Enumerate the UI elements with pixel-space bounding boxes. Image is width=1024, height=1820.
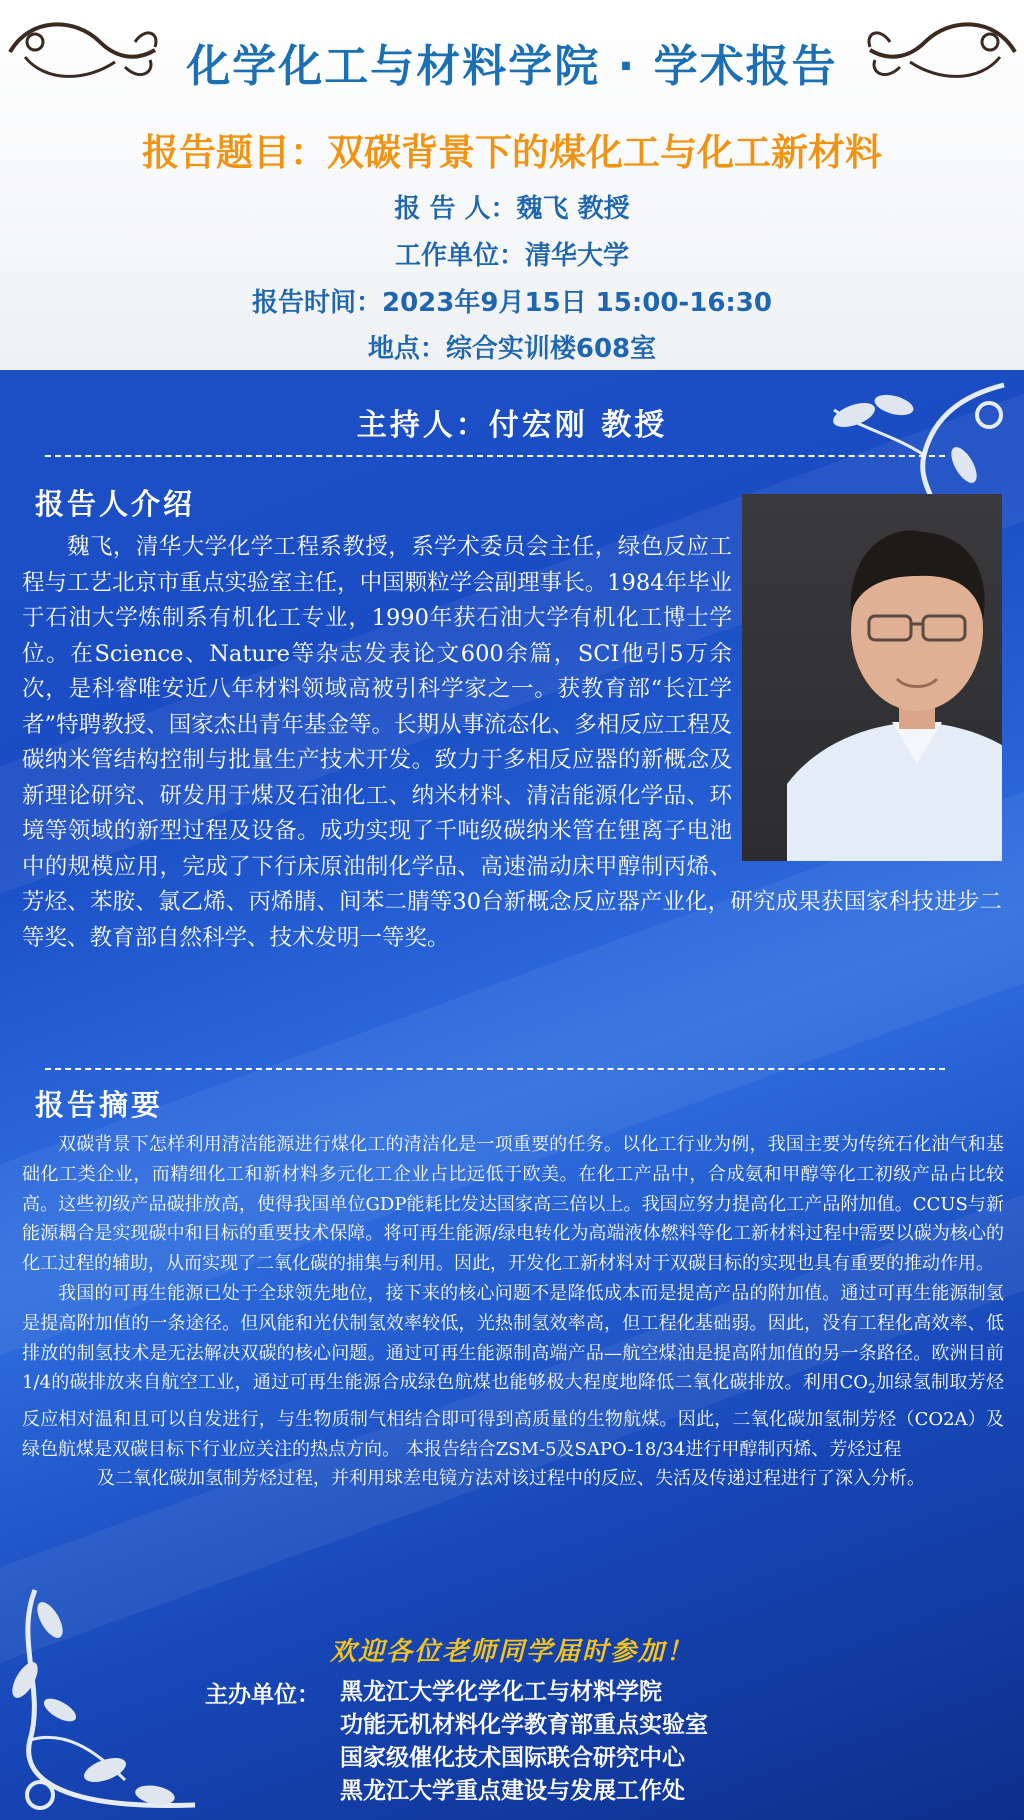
- abstract-paragraph: 双碳背景下怎样利用清洁能源进行煤化工的清洁化是一项重要的任务。以化工行业为例，我国主要为传统石化油气和基础化工类企业，而精细化工和新材料多元化工企业占比远低于欧美。在化工产品中，合成氨和甲醇等化工初级产品占比较高。这些初级产品碳排放高，使得我国单位GDP能耗比发达国家高三倍以上。我国应努力提高化工产品附加值。CCUS与新能源耦合是实现碳中和目标的重要技术保障。将可再生能源/绿电转化为高端液体燃料等化工新材料过程中需要以碳为核心的化工过程的辅助，从而实现了二氧化碳的捕集与利用。因此，开发化工新材料对于双碳目标的实现也具有重要的推动作用。: [22, 1134, 1004, 1275]
- bottom-left-floral-ornament-icon: [5, 1580, 205, 1820]
- divider: [45, 1068, 945, 1070]
- organizer-label: 主办单位：: [205, 1682, 320, 1708]
- organizer-list: [340, 1676, 708, 1808]
- abstract-paragraph: 及二氧化碳加氢制芳烃过程，并利用球差电镜方法对该过程中的反应、失活及传递过程进行了深入分析。: [97, 1468, 925, 1490]
- affiliation-line: 工作单位：清华大学: [394, 241, 629, 271]
- bio-text: 魏飞，清华大学化学工程系教授，系学术委员会主任，绿色反应工程与工艺北京市重点实验室主任，中国颗粒学会副理事长。1984年毕业于石油大学炼制系有机化工专业，1990年获石油大学有机化工博士学位。在Science、Nature等杂志发表论文600余篇，SCI他引5万余次，是科睿唯安近八年材料领域高被引科学家之一。获教育部“长江学者”特聘教授、国家杰出青年基金等。长期从事流态化、多相反应工程及碳纳米管结构控制与批量生产技术开发。致力于多相反应器的新概念及新理论研究、研发用于煤及石油化工、纳米材料、清洁能源化学品、环境等领域的新型过程及设备。成功实现了千吨级碳纳米管在锂离子电池中的规模应用，完成了下行床原油制化学品、高速湍动床甲醇制丙烯、芳烃、苯胺、氯乙烯、丙烯腈、间苯二腈等30台新概念反应器产业化，研究成果获国家科技进步二等奖、教育部自然科学、技术发明一等奖。: [22, 534, 1002, 951]
- organizer-item: 功能无机材料化学教育部重点实验室: [340, 1712, 708, 1738]
- organizer-item: 黑龙江大学化学化工与材料学院: [340, 1679, 662, 1705]
- venue-line: 地点：综合实训楼608室: [367, 334, 657, 364]
- organizer-item: 黑龙江大学重点建设与发展工作处: [340, 1778, 685, 1804]
- welcome-message: 欢迎各位老师同学届时参加！: [329, 1637, 694, 1667]
- speaker-photo: [742, 494, 1002, 861]
- abstract-heading: 报告摘要: [35, 1088, 164, 1122]
- organizer-item: 国家级催化技术国际联合研究中心: [340, 1745, 685, 1771]
- header-panel: [0, 0, 1024, 370]
- time-line: 报告时间：2023年9月15日 15:00-16:30: [251, 288, 772, 318]
- divider: [45, 455, 945, 457]
- host-line: 主持人：付宏刚 教授: [356, 408, 668, 443]
- page-title: 化学化工与材料学院 · 学术报告: [186, 41, 838, 92]
- report-title: 报告题目：双碳背景下的煤化工与化工新材料: [142, 131, 882, 174]
- bio-heading: 报告人介绍: [35, 487, 196, 521]
- abstract-text-block: [22, 1130, 1004, 1494]
- abstract-paragraph: 我国的可再生能源已处于全球领先地位，接下来的核心问题不是降低成本而是提高产品的附加值。通过可再生能源制氢是提高附加值的一条途径。但风能和光伏制氢效率较低，光热制氢效率高，但工程化基础弱。因此，没有工程化高效率、低排放的制氢技术是无法解决双碳的核心问题。通过可再生能源制高端产品—航空煤油是提高附加值的另一条路径。欧洲目前1/4的碳排放来自航空工业，通过可再生能源合成绿色航煤也能够极大程度地降低二氧化碳排放。利用$CO_2$加绿氢制取芳烃反应相对温和且可以自发进行，与生物质制气相结合即可得到高质量的生物航煤。因此，二氧化碳加氢制芳烃（CO2A）及绿色航煤是双碳目标下行业应关注的热点方向。 本报告结合ZSM-5及SAPO-18/34进行甲醇制丙烯、芳烃过程: [22, 1282, 1005, 1460]
- bio-text-block: [22, 530, 1002, 956]
- speaker-line: 报 告 人：魏飞 教授: [394, 194, 630, 224]
